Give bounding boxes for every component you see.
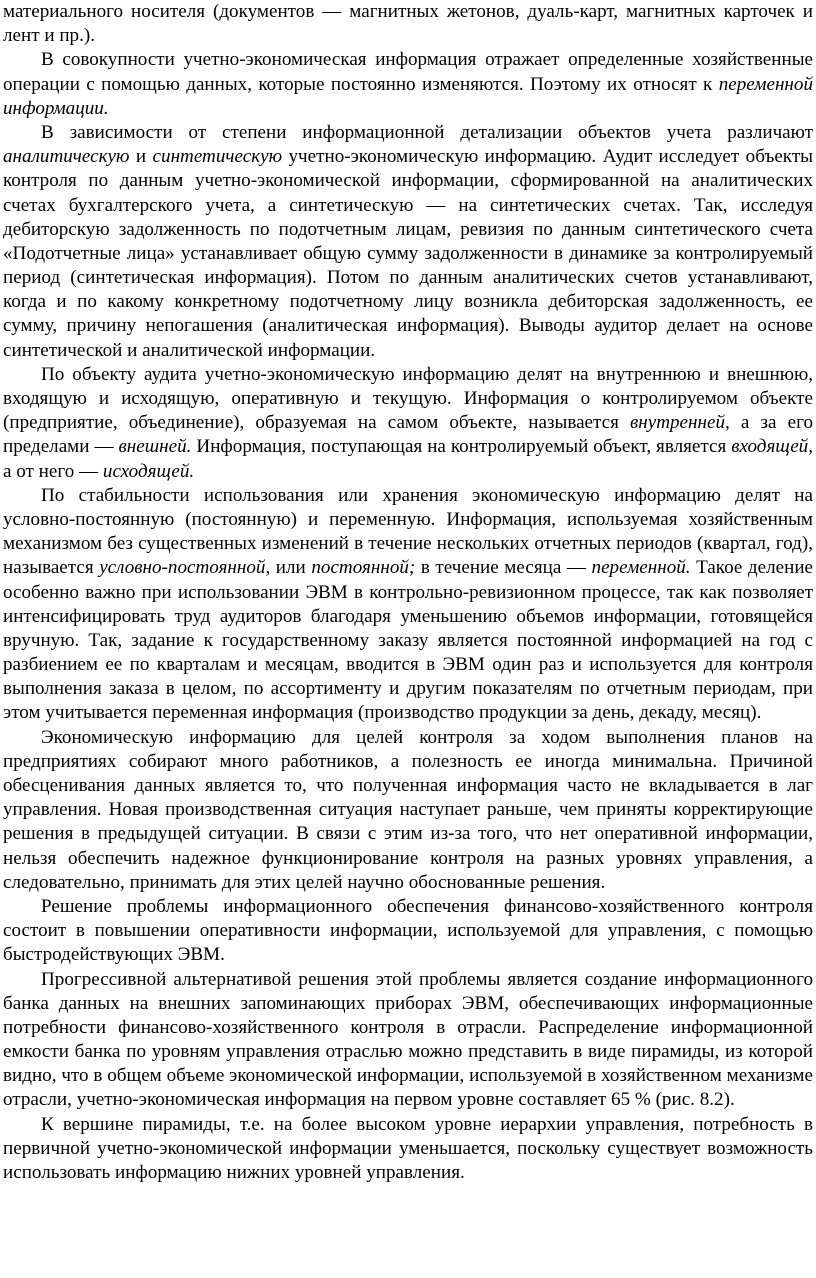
text-run: учетно-экономическую информацию. Аудит исследует объекты контроля по данным учетно-экономической информации, сформированной на аналитических счетах бухгалтерского учета, а синтетическую — на синтетических счетах. Так, исследуя дебиторскую задолженность по подотчетным лицам, ревизия по данным синтетического счета «Подотчетные лица» устанавливает общую сумму задолженности в динамике за контролируемый период (синтетическая информация). Потом по данным аналитических счетов устанавливают, когда и по какому конкретному подотчетному лицу возникла дебиторская задолженность, ее сумму, причину непогашения (аналитическая информация). Выводы аудитор делает на основе синтетической и аналитической информации. [3,146,813,361]
paragraph [3,363,813,484]
paragraph [3,895,813,968]
document-body [3,0,813,1185]
text-run: материального носителя (документов — магнитных жетонов, дуаль-карт, магнитных карточек и лент и пр.). [3,1,813,47]
text-run: Информация, поступающая на контролируемый объект, является [191,436,732,458]
text-run: в течение месяца — [415,557,592,579]
text-run: Экономическую информацию для целей контроля за ходом выполнения планов на предприятиях собирают много работников, а полезность ее иногда минимальна. Причиной обесценивания данных является то, что полученная информация часто не вкладывается в лаг управления. Новая производственная ситуация наступает раньше, чем приняты корректирующие решения в предыдущей ситуации. В связи с этим из-за того, что нет оперативной информации, нельзя обеспечить надежное функционирование контроля на разных уровнях управления, а следовательно, принимать для этих целей научно обоснованные решения. [3,726,813,893]
text-run: По объекту аудита учетно-экономическую информацию делят на внутреннюю и внешнюю, входящую и исходящую, оперативную и текущую. Информация о контролируемом объекте (предприятие, объединение), образуемая на самом объекте, называется [3,363,813,434]
text-run: и [129,146,153,168]
italic-term: аналитическую [3,146,130,168]
text-run: Прогрессивной альтернативой решения этой проблемы является создание информационного банка данных на внешних запоминающих приборах ЭВМ, обеспечивающих информационные потребности финансово-хозяйственного контроля в отрасли. Распределение информационной емкости банка по уровням управления отраслью можно представить в виде пирамиды, из которой видно, что в общем объеме экономической информации, используемой в хозяйственном механизме отрасли, учетно-экономическая информация на первом уровне составляет 65 % (рис. 8.2). [3,968,813,1111]
text-run: По стабильности использования или хранения экономическую информацию делят на условно-постоянную (постоянную) и переменную. Информация, используемая хозяйственным механизмом без существенных изменений в течение нескольких отчетных периодов (квартал, год), называется [3,484,813,579]
paragraph [3,484,813,726]
text-run: К вершине пирамиды, т.е. на более высоком уровне иерархии управления, потребность в первичной учетно-экономической информации уменьшается, поскольку существует возможность использовать информацию нижних уровней управления. [3,1113,813,1183]
paragraph [3,726,813,895]
italic-term: исходящей. [102,460,195,482]
text-run: Такое деление особенно важно при использовании ЭВМ в контрольно-ревизионном процессе, так как позволяет интенсифицировать труд аудиторов благодаря уменьшению объемов информации, готовящейся вручную. Так, задание к государственному заказу является постоянной информацией на год с разбиением ее по кварталам и месяцам, вводится в ЭВМ один раз и используется для контроля выполнения заказа в целом, по ассортименту и другим показателям по отчетным периодам, при этом учитывается переменная информация (производство продукции за день, декаду, месяц). [3,557,814,724]
paragraph [3,1113,813,1186]
text-run: Решение проблемы информационного обеспечения финансово-хозяйственного контроля состоит в повышении оперативности информации, используемой для управления, с помощью быстродействующих ЭВМ. [3,895,813,966]
paragraph [3,968,813,1113]
paragraph [3,0,813,48]
paragraph [3,121,813,363]
italic-term: переменной. [591,557,691,579]
italic-term: входящей, [731,436,814,458]
italic-term: переменной информации. [3,73,813,119]
italic-term: синтетическую [152,146,283,168]
italic-term: внешней. [118,436,192,458]
text-run: а за его пределами — [3,412,813,458]
text-run: В совокупности учетно-экономическая информация отражает определенные хозяйственные операции с помощью данных, которые постоянно изменяются. Поэтому их относят к [3,49,813,95]
text-run: В зависимости от степени информационной детализации объектов учета различают [41,121,813,143]
text-run: или [270,557,312,579]
text-run: а от него — [3,460,103,482]
italic-term: постоянной; [311,557,416,579]
italic-term: внутренней, [629,412,730,434]
italic-term: условно-постоянной, [99,557,271,579]
paragraph [3,48,813,121]
